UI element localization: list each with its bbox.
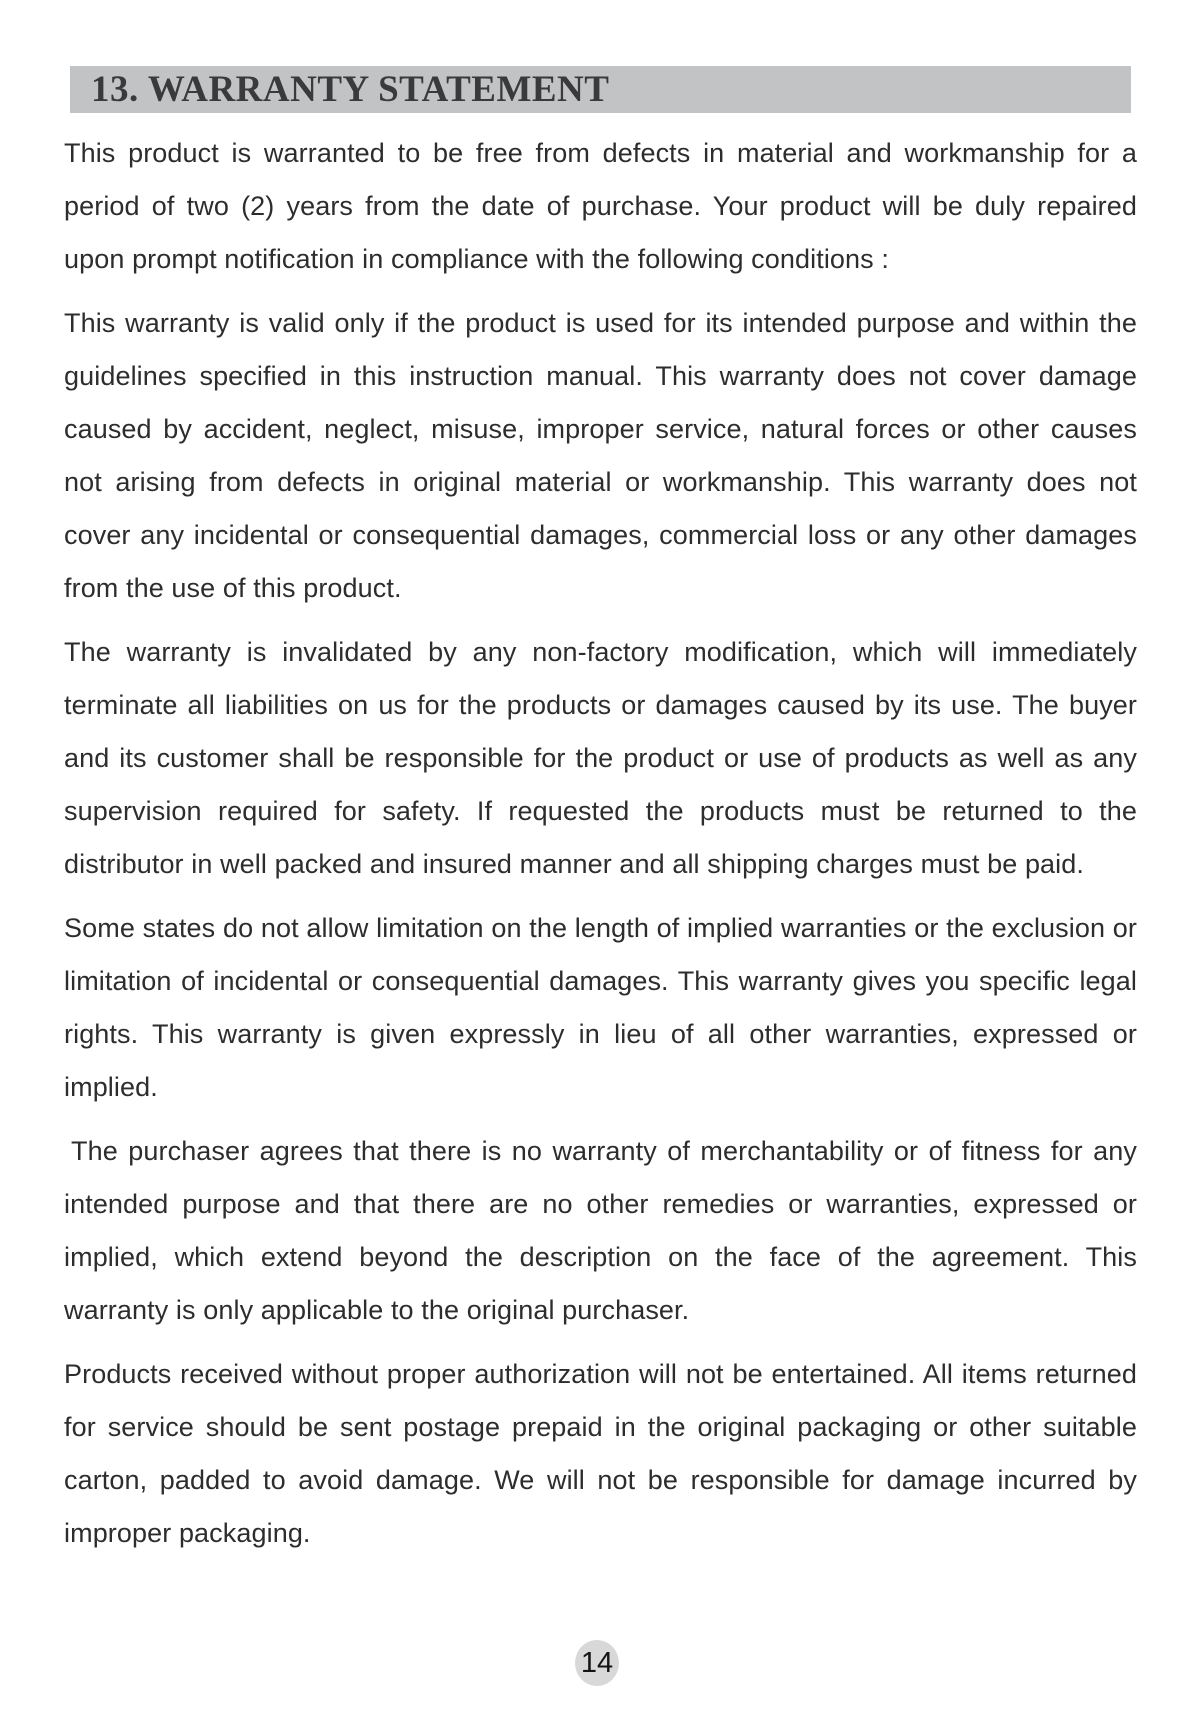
warranty-paragraph-6: Products received without proper authorization will not be entertained. All items returned for service should be sent postage prepaid in the original packaging or other suitable carton, padded to avoid damage. We will not be responsible for damage incurred by improper packaging. [64,1359,1137,1548]
page-number: 14 [580,1646,614,1679]
warranty-paragraph-2: This warranty is valid only if the product is used for its intended purpose and within the guidelines specified in this instruction manual. This warranty does not cover damage caused by accident, neglect, misuse, improper service, natural forces or other causes not arising from defects in original material or workmanship. This warranty does not cover any incidental or consequential damages, commercial loss or any other damages from the use of this product. [64,308,1137,603]
section-title-banner [70,66,1131,113]
section-title: 13. WARRANTY STATEMENT [91,69,610,110]
warranty-paragraph-5: The purchaser agrees that there is no warranty of merchantability or of fitness for any intended purpose and that there are no other remedies or warranties, expressed or implied, which extend beyond the description on the face of the agreement. This warranty is only applicable to the original purchaser. [64,1136,1137,1325]
warranty-paragraph-3: The warranty is invalidated by any non-factory modification, which will immediately terminate all liabilities on us for the products or damages caused by its use. The buyer and its customer shall be responsible for the product or use of products as well as any supervision required for safety. If requested the products must be returned to the distributor in well packed and insured manner and all shipping charges must be paid. [64,637,1137,879]
warranty-paragraph-1: This product is warranted to be free from defects in material and workmanship for a period of two (2) years from the date of purchase. Your product will be duly repaired upon prompt notification in compliance with the following conditions : [64,138,1137,274]
warranty-text-block [64,127,1137,1571]
warranty-paragraph-4: Some states do not allow limitation on the length of implied warranties or the exclusion or limitation of incidental or consequential damages. This warranty gives you specific legal rights. This warranty is given expressly in lieu of all other warranties, expressed or implied. [64,913,1137,1102]
page-number-badge [575,1640,619,1686]
